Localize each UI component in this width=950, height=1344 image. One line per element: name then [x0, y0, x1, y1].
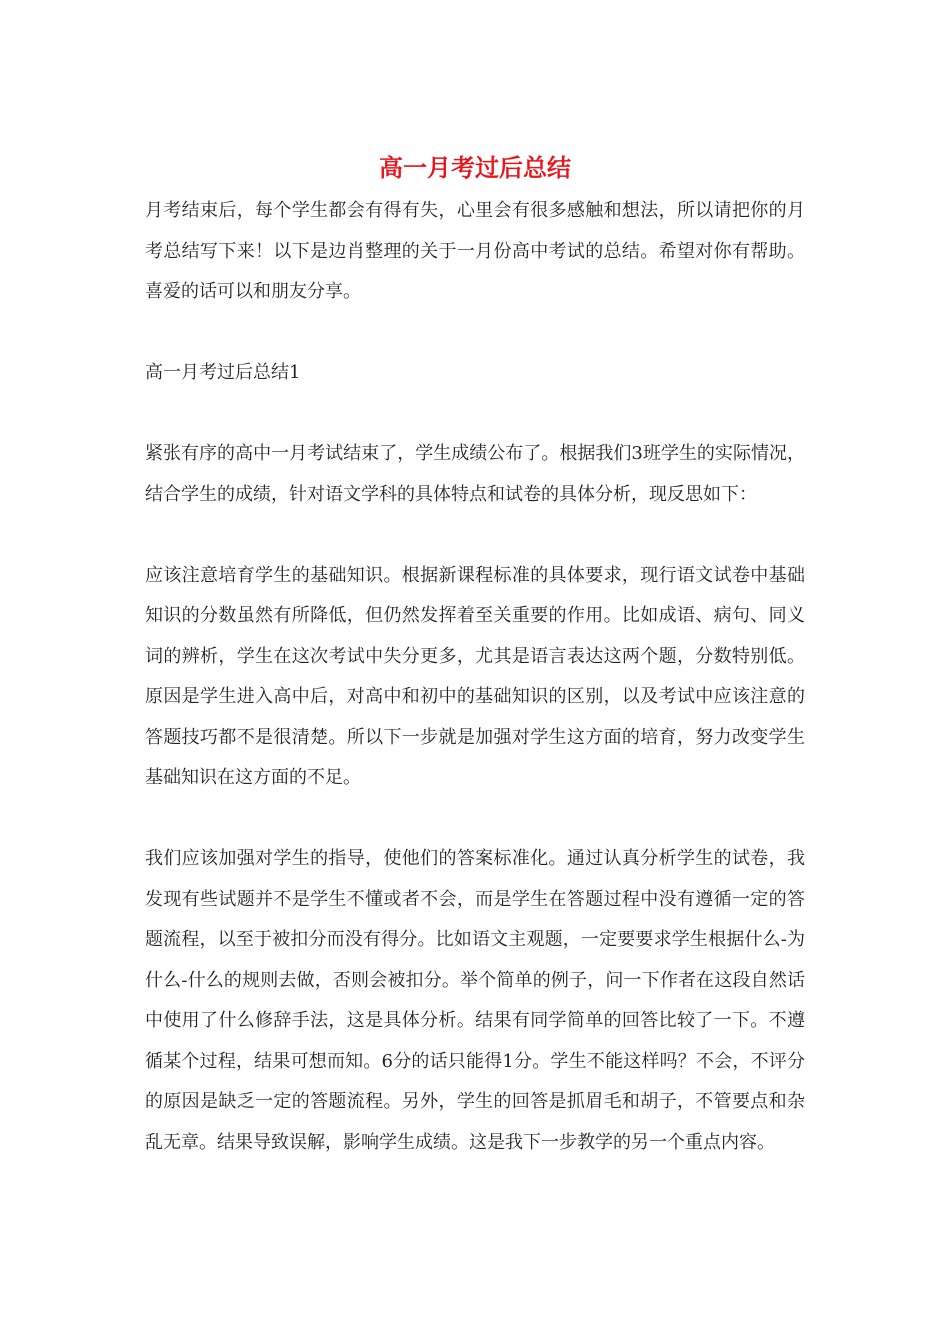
section-heading: 高一月考过后总结1 [145, 362, 301, 383]
body-paragraph: 我们应该加强对学生的指导，使他们的答案标准化。通过认真分析学生的试卷，我发现有些试题并不是学生不懂或者不会，而是学生在答题过程中没有遵循一定的答题流程，以至于被扣分而没有得分。比如语文主观题，一定要要求学生根据什么-为什么-什么的规则去做，否则会被扣分。举个简单的例子，问一下作者在这段自然话中使用了什么修辞手法，这是具体分析。结果有同学简单的回答比较了一下。不遵循某个过程，结果可想而知。6分的话只能得1分。学生不能这样吗？不会，不评分的原因是缺乏一定的答题流程。另外，学生的回答是抓眉毛和胡子，不管要点和杂乱无章。结果导致误解，影响学生成绩。这是我下一步教学的另一个重点内容。 [145, 848, 805, 1153]
body-paragraph: 紧张有序的高中一月考试结束了，学生成绩公布了。根据我们3班学生的实际情况，结合学生的成绩，针对语文学科的具体特点和试卷的具体分析，现反思如下： [145, 443, 805, 505]
intro-paragraph: 月考结束后，每个学生都会有得有失，心里会有很多感触和想法，所以请把你的月考总结写下来！以下是边肖整理的关于一月份高中考试的总结。希望对你有帮助。喜爱的话可以和朋友分享。 [145, 200, 805, 302]
document-body [145, 191, 805, 1204]
body-paragraph: 应该注意培育学生的基础知识。根据新课程标准的具体要求，现行语文试卷中基础知识的分数虽然有所降低，但仍然发挥着至关重要的作用。比如成语、病句、同义词的辨析，学生在这次考试中失分更多，尤其是语言表达这两个题，分数特别低。原因是学生进入高中后，对高中和初中的基础知识的区别，以及考试中应该注意的答题技巧都不是很清楚。所以下一步就是加强对学生这方面的培育，努力改变学生基础知识在这方面的不足。 [145, 564, 805, 788]
document-title: 高一月考过后总结 [379, 153, 571, 182]
